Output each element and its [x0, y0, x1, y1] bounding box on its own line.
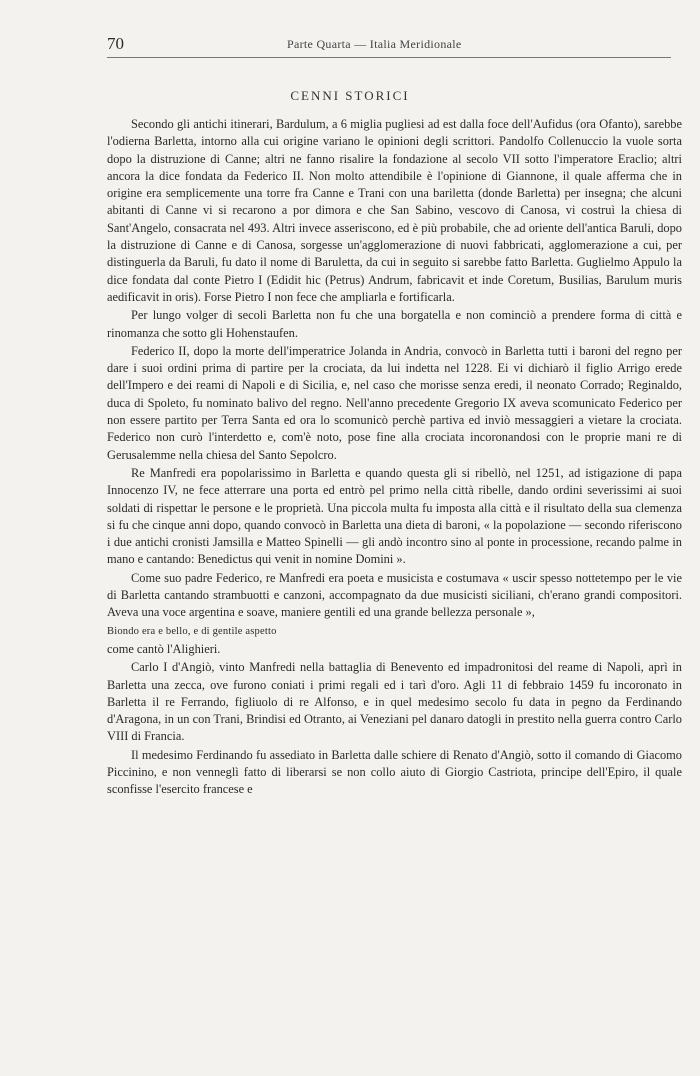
- paragraph: Il medesimo Ferdinando fu assediato in Barletta dalle schiere di Renato d'Angiò, sotto il comando di Giacomo Piccinino, e non venneglì fatto di liberarsi se non collo aiuto di Giorgio Castriota, principe dell'Epiro, il quale sconfisse l'esercito francese e: [107, 747, 682, 797]
- paragraph: Federico II, dopo la morte dell'imperatrice Jolanda in Andria, convocò in Barletta tutti i baroni del regno per dare i suoi ordini prima di partire per la crociata, da lui indetta nel 1228. Ei vi dichiarò il figlio Arrigo erede dell'Impero e dei reami di Napoli e di Sicilia, e, nel caso che morisse senza eredi, il neonato Corrado; Reginaldo, duca di Spoleto, fu nominato balivo del regno. Nell'anno precedente Gregorio IX aveva scomunicato Federico per non essere partito per Terra Santa ed ora lo scomunicò perchè partiva ed inviò messaggieri a vietare la crociata. Federico non curò l'interdetto e, com'è noto, pose fine alla crociata incoronandosi con le proprie mani re di Gerusalemme nella chiesa del Santo Sepolcro.: [107, 343, 682, 462]
- paragraph: Come suo padre Federico, re Manfredi era poeta e musicista e costumava « uscir spesso nottetempo per le vie di Barletta cantando strambuotti e canzoni, accompagnato da due musicisti siciliani, ch'erano grandi compositori. Aveva una voce argentina e soave, maniere gentili ed una grande bellezza personale »,: [107, 570, 682, 620]
- paragraph: Re Manfredi era popolarissimo in Barletta e quando questa gli si ribellò, nel 1251, ad istigazione di papa Innocenzo IV, ne fece atterrare una porta ed entrò pel primo nella città ribelle, dando ordini severissimi ai suoi soldati di rispettar le persone e le proprietà. Una piccola multa fu imposta alla città e il risultato della sua clemenza si fu che cinque anni dopo, quando convocò in Barletta una dieta di baroni, « la popolazione — secondo riferiscono i due antichi cronisti Jamsilla e Matteo Spinelli — gli andò incontro sino al ponte in processione, recando palme in mano e cantando: Benedictus qui venit in nomine Domini ».: [107, 465, 682, 567]
- paragraph: Secondo gli antichi itinerari, Bardulum, a 6 miglia pugliesi ad est dalla foce dell'Aufidus (ora Ofanto), sarebbe l'odierna Barletta, intorno alla cui origine variano le opinioni degli scrittori. Pandolfo Collenuccio la vuole sorta dopo la distruzione di Canne; altri ne fanno risalire la fondazione al secolo VII sotto l'imperatore Eraclio; altri ancora la dice fondata da Federico II. Non molto attendibile è l'opinione di Giannone, il quale afferma che in origine era semplicemente una torre fra Canne e Trani con una bariletta (donde Barletta) per insegna; che alcuni abitanti di Canne vi si recarono a por dimora e che San Sabino, vescovo di Canosa, vi costruì la chiesa di Sant'Angelo, consacrata nel 493. Altri invece asseriscono, ed è più probabile, che ad oriente dell'antica Baruli, dopo la distruzione di Canne e di Canosa, sorgesse un'agglomerazione di nuovi fabbricati, agglomerazione a cui, per distinguerla da Baruli, fu dato il nome di Baruletta, da cui in seguito si sarebbe fatto Barletta. Guglielmo Appulo la dice fondata dal conte Pietro I (Edidit hic (Petrus) Andrum, fabricavit et inde Coretum, Busilias, Barulum muris aedificavit in oris). Forse Pietro I non fece che ampliarla e fortificarla.: [107, 117, 682, 304]
- paragraph: Per lungo volger di secoli Barletta non fu che una borgatella e non cominciò a prendere forma di città e rinomanza che sotto gli Hohenstaufen.: [107, 308, 682, 340]
- verse-quote: Biondo era e bello, e di gentile aspetto: [107, 625, 277, 637]
- running-title: Parte Quarta — Italia Meridionale: [287, 37, 462, 51]
- body-text: [107, 116, 682, 799]
- section-title: CENNI STORICI: [290, 88, 410, 103]
- header-rule: [107, 57, 671, 58]
- page-header: [107, 34, 667, 56]
- page-number: 70: [107, 34, 124, 53]
- paragraph: come cantò l'Alighieri.: [107, 641, 221, 656]
- paragraph: Carlo I d'Angiò, vinto Manfredi nella battaglia di Benevento ed impadronitosi del reame di Napoli, aprì in Barletta una zecca, ove furono coniati i primi regali ed i tarì d'oro. Agli 11 di febbraio 1459 fu incoronato in Barletta il re Ferrando, figliuolo di re Alfonso, e in quel medesimo secolo fu data in pegno da Ferdinando d'Aragona, in un con Trani, Brindisi ed Otranto, ai Veneziani pel danaro datogli in prestito nella guerra contro Carlo VIII di Francia.: [107, 660, 682, 744]
